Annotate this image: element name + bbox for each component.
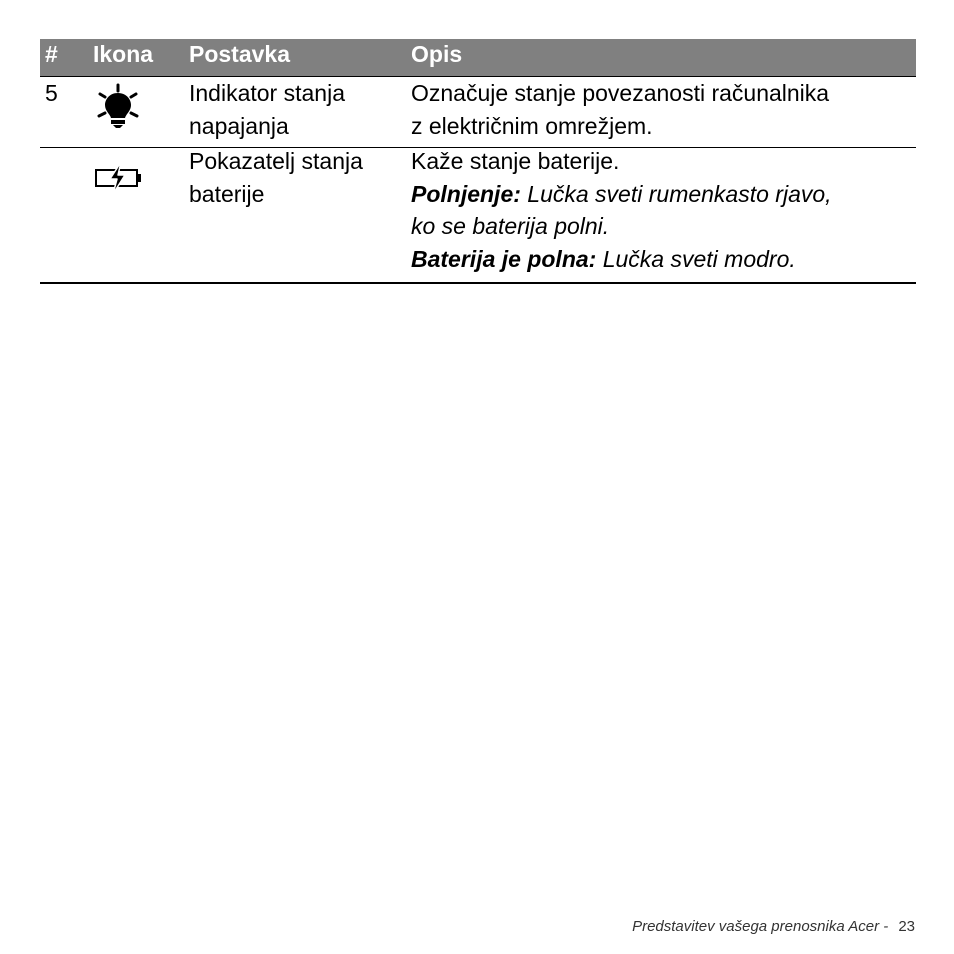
header-number: # [45, 41, 58, 67]
item-line: Pokazatelj stanja [189, 148, 363, 174]
header-item: Postavka [189, 41, 291, 67]
charging-line [411, 178, 916, 211]
charging-text-continued: ko se baterija polni. [411, 213, 610, 239]
header-icon: Ikona [93, 41, 154, 67]
item-description [411, 145, 916, 275]
description-line: Kaže stanje baterije. [411, 148, 620, 174]
footer-text: Predstavitev vašega prenosnika Acer - [632, 918, 889, 935]
full-label: Baterija je polna: [411, 245, 597, 272]
charging-label: Polnjenje: [411, 180, 521, 207]
lightbulb-icon [96, 83, 140, 129]
item-name [189, 77, 404, 142]
table-row [40, 148, 916, 284]
item-name [189, 145, 404, 210]
battery-charging-icon [94, 161, 144, 195]
page-footer [632, 918, 915, 935]
row-number: 5 [45, 80, 58, 106]
item-description [411, 77, 916, 142]
charging-text: Lučka sveti rumenkasto rjavo, [527, 180, 832, 207]
table-header-row [40, 39, 916, 77]
full-line [411, 243, 916, 276]
item-line: napajanja [189, 112, 289, 139]
feature-table [40, 39, 916, 284]
description-line: Označuje stanje povezanosti računalnika [411, 80, 830, 106]
page-number: 23 [898, 918, 915, 935]
header-description: Opis [411, 41, 463, 67]
item-line: baterije [189, 180, 265, 207]
table-row [40, 77, 916, 148]
item-line: Indikator stanja [189, 80, 345, 106]
description-line: z električnim omrežjem. [411, 112, 653, 139]
full-text: Lučka sveti modro. [602, 245, 796, 272]
